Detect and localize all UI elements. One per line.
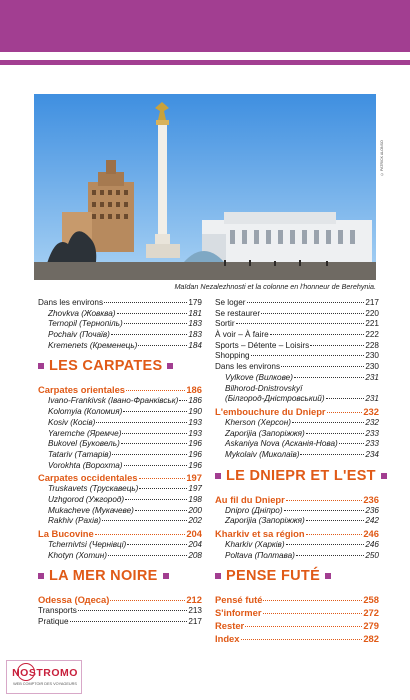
toc-chapter-entry[interactable] (215, 619, 379, 632)
toc-page-number: 233 (365, 428, 379, 438)
toc-page-number: 190 (188, 407, 202, 417)
toc-page-number: 217 (188, 617, 202, 627)
toc-page-number: 212 (186, 594, 202, 606)
toc-page-number: 197 (186, 472, 202, 484)
toc-entry[interactable] (38, 418, 202, 429)
dot-leader (296, 555, 364, 556)
toc-entry[interactable] (38, 407, 202, 418)
toc-page-number: 179 (188, 298, 202, 307)
toc-page-number: 236 (363, 493, 379, 505)
toc-page-number: 232 (365, 417, 379, 427)
toc-entry[interactable] (215, 373, 379, 384)
dot-leader (263, 600, 362, 601)
dot-leader (104, 302, 187, 303)
dot-leader (126, 390, 185, 391)
toc-entry-title: À voir – À faire (215, 330, 269, 340)
dot-leader (326, 398, 365, 399)
toc-page-number: 222 (365, 330, 379, 340)
toc-entry-title: Zaporijia (Запоріжжя) (225, 428, 305, 438)
dot-leader (124, 465, 188, 466)
toc-entry[interactable] (38, 617, 202, 628)
dot-leader (70, 621, 188, 622)
toc-page-number: 220 (365, 308, 379, 318)
dot-leader (125, 499, 187, 500)
toc-page-number: 236 (365, 505, 379, 515)
square-bullet-icon (38, 363, 44, 369)
toc-page-number: 232 (363, 405, 379, 417)
cover-photo (34, 94, 376, 280)
toc-page-number: 202 (188, 516, 202, 526)
toc-entry-title: Tchernivtsi (Чернівці) (48, 540, 127, 549)
toc-entry-title: Kremenets (Кременець) (48, 340, 138, 350)
toc-entry-title: Index (215, 633, 240, 645)
toc-entry-title: Dans les environs (215, 362, 281, 372)
toc-entry[interactable] (38, 516, 202, 527)
toc-page-number: 250 (365, 550, 379, 560)
toc-page-number: 217 (365, 298, 379, 307)
toc-entry[interactable] (38, 450, 202, 461)
dot-leader (306, 433, 365, 434)
square-bullet-icon (215, 473, 221, 479)
toc-page-number: 198 (188, 494, 202, 504)
toc-entry[interactable] (215, 506, 379, 517)
toc-entry[interactable] (38, 330, 202, 341)
toc-entry-title: Mykolaiv (Миколаїв) (225, 449, 300, 459)
toc-entry[interactable] (38, 341, 202, 352)
toc-section-heading (215, 463, 379, 489)
dot-leader (286, 500, 363, 501)
dot-leader (310, 345, 364, 346)
toc-page-number: 196 (188, 439, 202, 449)
toc-page-number: 246 (365, 540, 379, 549)
toc-entry[interactable] (215, 341, 379, 352)
toc-page-number: 181 (188, 308, 202, 318)
dot-leader (102, 520, 187, 521)
toc-entry-title: Odessa (Одеса) (38, 594, 110, 606)
section-title: PENSE FUTÉ (226, 568, 321, 585)
toc-section-heading (38, 353, 202, 379)
toc-entry[interactable] (215, 330, 379, 341)
toc-chapter-entry[interactable] (215, 527, 379, 540)
dot-leader (110, 600, 185, 601)
section-title: LES CARPATES (49, 358, 163, 375)
toc-entry-title: Pratique (38, 617, 69, 627)
toc-chapter-entry[interactable] (38, 471, 202, 484)
toc-entry-title: Zhovkva (Жовква) (48, 308, 116, 318)
toc-entry[interactable] (215, 551, 379, 562)
dot-leader (127, 544, 187, 545)
dot-leader (95, 534, 186, 535)
toc-page-number: 233 (365, 439, 379, 449)
toc-entry[interactable] (215, 309, 379, 320)
dot-leader (241, 639, 363, 640)
toc-entry-title: Mukacheve (Мукачеве) (48, 505, 134, 515)
toc-page-number: 221 (365, 319, 379, 329)
toc-entry-title: Kharkiv (Харків) (225, 540, 285, 549)
dot-leader (284, 510, 365, 511)
toc-page-number: 230 (365, 351, 379, 361)
toc-entry[interactable] (38, 484, 202, 495)
dot-leader (236, 323, 365, 324)
toc-entry[interactable] (215, 394, 379, 405)
toc-entry-title: Ternopil (Тернопіль) (48, 319, 123, 329)
dot-leader (108, 555, 187, 556)
square-bullet-icon (163, 573, 169, 579)
toc-entry[interactable] (215, 298, 379, 309)
toc-entry-title: Ivano-Frankivsk (Івано-Франківськ) (48, 396, 179, 406)
photo-caption: Maïdan Nezalezhnosti et la colonne en l'honneur de Berehynia. (174, 282, 376, 291)
toc-entry[interactable] (38, 319, 202, 330)
toc-chapter-entry[interactable] (215, 405, 379, 418)
toc-entry[interactable] (38, 551, 202, 562)
dot-leader (123, 411, 187, 412)
toc-page-number: 246 (363, 528, 379, 539)
toc-chapter-entry[interactable] (215, 632, 379, 645)
toc-entry-title: Tatariv (Татарів) (48, 449, 112, 459)
dot-leader (78, 610, 188, 611)
toc-chapter-entry[interactable] (38, 593, 202, 606)
toc-page-number: 282 (363, 633, 379, 645)
toc-entry[interactable] (38, 396, 202, 407)
toc-entry-title: L'embouchure du Dniepr (215, 405, 326, 417)
toc-page-number: 197 (188, 484, 202, 494)
toc-entry-title: Rakhiv (Рахів) (48, 516, 101, 526)
toc-section-heading (38, 563, 202, 589)
toc-entry-title: Poltava (Полтава) (225, 550, 295, 560)
toc-entry[interactable] (215, 516, 379, 527)
toc-page-number: 183 (188, 319, 202, 329)
toc-page-number: 204 (188, 540, 202, 549)
dot-leader (292, 422, 364, 423)
dot-leader (306, 520, 365, 521)
toc-page-number: 228 (365, 340, 379, 350)
toc-chapter-entry[interactable] (215, 593, 379, 606)
dot-leader (286, 544, 365, 545)
toc-entry-title: Kolomyia (Коломия) (48, 407, 123, 417)
toc-entry-title: Carpates orientales (38, 384, 126, 396)
toc-entry-title: Khotyn (Хотин) (48, 550, 107, 560)
dot-leader (96, 422, 187, 423)
toc-entry[interactable] (38, 461, 202, 472)
square-bullet-icon (167, 363, 173, 369)
toc-entry[interactable] (38, 298, 202, 309)
toc-page-number: 258 (363, 594, 379, 606)
top-color-band (0, 0, 410, 52)
toc-page-number: 230 (365, 362, 379, 372)
toc-page-number: 184 (188, 340, 202, 350)
dot-leader (339, 443, 365, 444)
toc-page-number: 231 (365, 394, 379, 404)
toc-entry-title: Kharkiv et sa région (215, 528, 305, 539)
dot-leader (294, 377, 364, 378)
toc-entry-title: Carpates occidentales (38, 472, 138, 484)
toc-entry[interactable] (215, 450, 379, 461)
toc-entry[interactable] (38, 540, 202, 551)
square-bullet-icon (325, 573, 331, 579)
dot-leader (117, 313, 188, 314)
dot-leader (135, 510, 187, 511)
toc-entry-title: Kosiv (Косів) (48, 417, 96, 427)
toc-page-number: 186 (188, 396, 202, 406)
toc-section-heading (215, 563, 379, 589)
toc-page-number: 272 (363, 607, 379, 619)
dot-leader (139, 488, 187, 489)
section-title: LE DNIEPR ET L'EST (226, 467, 376, 484)
toc-right-column (215, 298, 379, 645)
toc-page-number: 213 (188, 606, 202, 616)
square-bullet-icon (215, 573, 221, 579)
logo-tagline: WEB COMPTOIR DES VOYAGEURS (13, 682, 77, 686)
dot-leader (247, 302, 365, 303)
square-bullet-icon (381, 473, 387, 479)
dot-leader (122, 433, 187, 434)
photo-credit: © PATRICK ALONSO (380, 140, 384, 176)
toc-entry[interactable] (215, 362, 379, 373)
toc-entry-title: Se restaurer (215, 308, 261, 318)
toc-entry-title: Rester (215, 620, 245, 632)
toc-entry-title: Sortir (215, 319, 235, 329)
toc-entry-title: Shopping (215, 351, 250, 361)
dot-leader (179, 400, 187, 401)
toc-entry[interactable] (38, 309, 202, 320)
toc-entry-title: Dnipro (Дніпро) (225, 505, 283, 515)
dot-leader (138, 345, 187, 346)
dot-leader (281, 366, 364, 367)
dot-leader (111, 334, 187, 335)
dot-leader (261, 313, 364, 314)
toc-page-number: 193 (188, 428, 202, 438)
toc-entry[interactable] (215, 540, 379, 551)
toc-entry-title: Bilhorod-Dnistrovskyï (225, 383, 303, 393)
toc-page-number: 204 (186, 528, 202, 539)
dot-leader (124, 323, 188, 324)
toc-page-number: 196 (188, 460, 202, 470)
toc-entry-title: Truskavets (Трускавець) (48, 484, 139, 494)
toc-entry-title: Au fil du Dniepr (215, 493, 285, 505)
toc-page-number: 196 (188, 449, 202, 459)
toc-page-number: 200 (188, 505, 202, 515)
toc-entry[interactable] (215, 429, 379, 440)
toc-entry[interactable] (215, 351, 379, 362)
dot-leader (121, 443, 188, 444)
section-title: LA MER NOIRE (49, 568, 158, 585)
toc-page-number: 183 (188, 330, 202, 340)
toc-entry[interactable] (215, 439, 379, 450)
toc-entry-title: Dans les environs (38, 298, 104, 307)
toc-entry[interactable] (215, 384, 379, 395)
toc-entry-title: Transports (38, 606, 77, 616)
toc-entry-title: Pochaiv (Почаїв) (48, 330, 110, 340)
toc-chapter-entry[interactable] (215, 493, 379, 506)
dot-leader (270, 334, 365, 335)
toc-entry-title: Kherson (Херсон) (225, 417, 291, 427)
dot-leader (245, 626, 362, 627)
toc-entry-title: Vorokhta (Ворохта) (48, 460, 123, 470)
toc-page-number: 279 (363, 620, 379, 632)
top-divider-line (0, 60, 410, 65)
toc-entry[interactable] (38, 439, 202, 450)
toc-page-number: 242 (365, 516, 379, 526)
dot-leader (112, 454, 187, 455)
nostromo-logo (6, 660, 82, 694)
toc-page-number: 234 (365, 449, 379, 459)
toc-page-number: 193 (188, 417, 202, 427)
toc-entry-title: La Bucovine (38, 528, 94, 539)
toc-entry-title: Se loger (215, 298, 246, 307)
logo-name: NOSTROMO (12, 667, 78, 679)
toc-entry-title: Pensé futé (215, 594, 263, 606)
toc-chapter-entry[interactable] (215, 606, 379, 619)
toc-entry[interactable] (215, 418, 379, 429)
toc-entry[interactable] (38, 506, 202, 517)
toc-entry[interactable] (38, 429, 202, 440)
dot-leader (306, 534, 363, 535)
toc-entry-title: S'informer (215, 607, 262, 619)
toc-entry-title: Uzhgorod (Ужгород) (48, 494, 125, 504)
toc-entry-title: Yaremche (Яремче) (48, 428, 122, 438)
toc-entry-title: (Білгород-Дністровський) (225, 394, 325, 404)
square-bullet-icon (38, 573, 44, 579)
toc-page-number: 208 (188, 550, 202, 560)
toc-entry-title: Askaniya Nova (Асканія-Нова) (225, 439, 338, 449)
dot-leader (300, 454, 364, 455)
dot-leader (251, 355, 365, 356)
toc-left-column (38, 298, 202, 628)
toc-entry-title: Bukovel (Буковель) (48, 439, 120, 449)
dot-leader (139, 478, 186, 479)
toc-page-number: 186 (186, 384, 202, 396)
dot-leader (263, 613, 363, 614)
toc-entry-title: Vylkove (Вилкове) (225, 372, 293, 382)
toc-chapter-entry[interactable] (38, 383, 202, 396)
toc-entry[interactable] (38, 495, 202, 506)
toc-page-number: 231 (365, 372, 379, 382)
toc-entry-title: Zaporijia (Запоріжжя) (225, 516, 305, 526)
toc-entry[interactable] (38, 606, 202, 617)
toc-entry-title: Sports – Détente – Loisirs (215, 340, 310, 350)
toc-chapter-entry[interactable] (38, 527, 202, 540)
toc-entry[interactable] (215, 319, 379, 330)
dot-leader (327, 412, 363, 413)
